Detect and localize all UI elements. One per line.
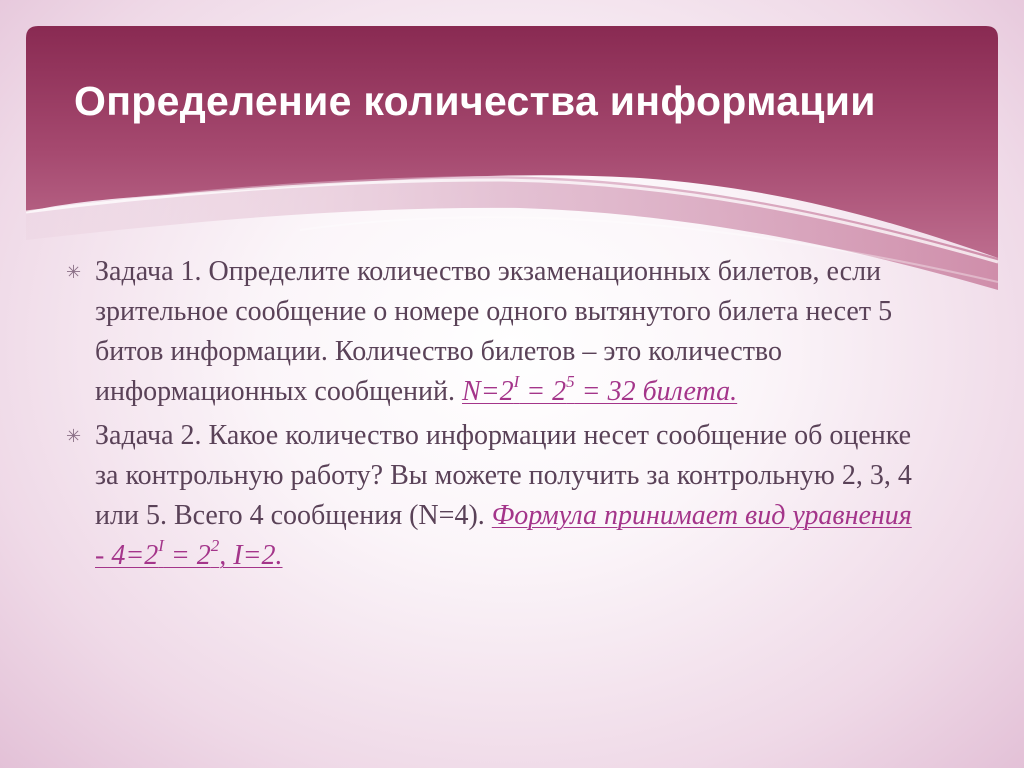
task-2-formula: Формула принимает вид уравнения - $4=2^I = 2^2$, I=2. [95,500,912,571]
task-2-text: Задача 2. Какое количество информации несет сообщение об оценке за контрольную работу? Вы можете получить за контрольную 2, 3, 4 или 5. Всего 4 сообщения (N=4). [95,420,912,531]
bullet-list [66,252,916,580]
asterisk-icon: ✳ [66,262,82,282]
list-item [66,416,916,576]
task-1-formula: $N=2^I = 2^5 = 32$ билета. [462,371,738,407]
asterisk-icon: ✳ [66,426,82,446]
list-item [66,252,916,412]
task-1-text: Задача 1. Определите количество экзаменационных билетов, если зрительное сообщение о номере одного вытянутого билета несет 5 битов информации. Количество билетов – это количество информационных сообщений. [95,256,893,407]
slide-title: Определение количества информации [74,78,876,124]
